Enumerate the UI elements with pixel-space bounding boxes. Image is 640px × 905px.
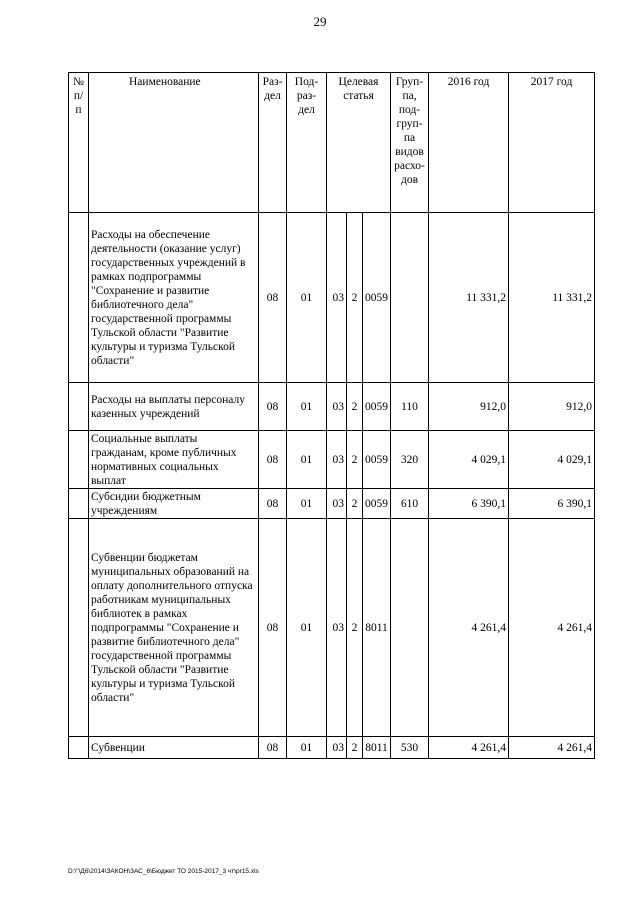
cell-target-part2: 2 (347, 431, 363, 489)
cell-2016: 4 261,4 (429, 519, 509, 737)
cell-group (391, 213, 429, 383)
cell-2016: 6 390,1 (429, 489, 509, 519)
cell-section: 08 (259, 431, 287, 489)
cell-target-part3: 8011 (363, 737, 391, 759)
cell-target-part2: 2 (347, 213, 363, 383)
cell-name: Субвенции (89, 737, 259, 759)
cell-section: 08 (259, 383, 287, 431)
cell-name: Расходы на выплаты персоналу казенных учреждений (89, 383, 259, 431)
cell-no (69, 737, 89, 759)
table-row (69, 489, 595, 519)
cell-group: 610 (391, 489, 429, 519)
table-row (69, 213, 595, 383)
header-section: Раз-дел (259, 73, 287, 213)
cell-2016: 11 331,2 (429, 213, 509, 383)
cell-name: Субвенции бюджетам муниципальных образований на оплату дополнительного отпуска работникам муниципальных библиотек в рамках подпрограммы "Сохранение и развитие библиотечного дела" государственной программы Тульской области "Развитие культуры и туризма Тульской области" (89, 519, 259, 737)
header-no: № п/п (69, 73, 89, 213)
cell-2017: 4 029,1 (509, 431, 595, 489)
header-2016: 2016 год (429, 73, 509, 213)
cell-name: Социальные выплаты гражданам, кроме публичных нормативных социальных выплат (89, 431, 259, 489)
cell-target-part2: 2 (347, 519, 363, 737)
cell-target-part1: 03 (327, 383, 347, 431)
cell-name: Расходы на обеспечение деятельности (оказание услуг) государственных учреждений в рамках подпрограммы "Сохранение и развитие библиотечного дела" государственной программы Тульской области "Развитие культуры и туризма Тульской области" (89, 213, 259, 383)
footer-file-path: D:\"\Д6\2014\ЗАКОН\ЗАС_6\Бюджет ТО 2015-2017_3 чт\pr15.xls (68, 868, 259, 875)
header-group: Груп-па, под-груп-па видов расхо-дов (391, 73, 429, 213)
cell-target-part1: 03 (327, 519, 347, 737)
cell-target-part1: 03 (327, 737, 347, 759)
cell-subsection: 01 (287, 737, 327, 759)
table-row (69, 519, 595, 737)
cell-subsection: 01 (287, 431, 327, 489)
table-row (69, 383, 595, 431)
budget-table (68, 72, 595, 759)
cell-subsection: 01 (287, 519, 327, 737)
cell-2017: 912,0 (509, 383, 595, 431)
header-subsection: Под-раз-дел (287, 73, 327, 213)
cell-subsection: 01 (287, 213, 327, 383)
table-row (69, 737, 595, 759)
cell-target-part2: 2 (347, 383, 363, 431)
cell-no (69, 431, 89, 489)
cell-group (391, 519, 429, 737)
cell-2016: 912,0 (429, 383, 509, 431)
cell-2017: 4 261,4 (509, 737, 595, 759)
cell-name: Субсидии бюджетным учреждениям (89, 489, 259, 519)
page-number: 29 (313, 14, 327, 29)
cell-group: 320 (391, 431, 429, 489)
cell-no (69, 213, 89, 383)
cell-subsection: 01 (287, 489, 327, 519)
table-header-row (69, 73, 595, 213)
table-row (69, 431, 595, 489)
cell-2017: 4 261,4 (509, 519, 595, 737)
cell-2017: 11 331,2 (509, 213, 595, 383)
cell-section: 08 (259, 489, 287, 519)
cell-target-part3: 0059 (363, 213, 391, 383)
cell-target-part1: 03 (327, 431, 347, 489)
cell-no (69, 519, 89, 737)
cell-target-part3: 0059 (363, 489, 391, 519)
cell-section: 08 (259, 737, 287, 759)
cell-section: 08 (259, 213, 287, 383)
cell-subsection: 01 (287, 383, 327, 431)
header-target: Целевая статья (327, 73, 391, 213)
cell-target-part2: 2 (347, 737, 363, 759)
cell-group: 110 (391, 383, 429, 431)
cell-target-part1: 03 (327, 489, 347, 519)
cell-2016: 4 029,1 (429, 431, 509, 489)
cell-section: 08 (259, 519, 287, 737)
cell-target-part1: 03 (327, 213, 347, 383)
header-name: Наименование (89, 73, 259, 213)
cell-target-part3: 0059 (363, 383, 391, 431)
cell-2017: 6 390,1 (509, 489, 595, 519)
cell-2016: 4 261,4 (429, 737, 509, 759)
cell-target-part2: 2 (347, 489, 363, 519)
cell-target-part3: 8011 (363, 519, 391, 737)
cell-target-part3: 0059 (363, 431, 391, 489)
cell-no (69, 489, 89, 519)
cell-no (69, 383, 89, 431)
header-2017: 2017 год (509, 73, 595, 213)
cell-group: 530 (391, 737, 429, 759)
